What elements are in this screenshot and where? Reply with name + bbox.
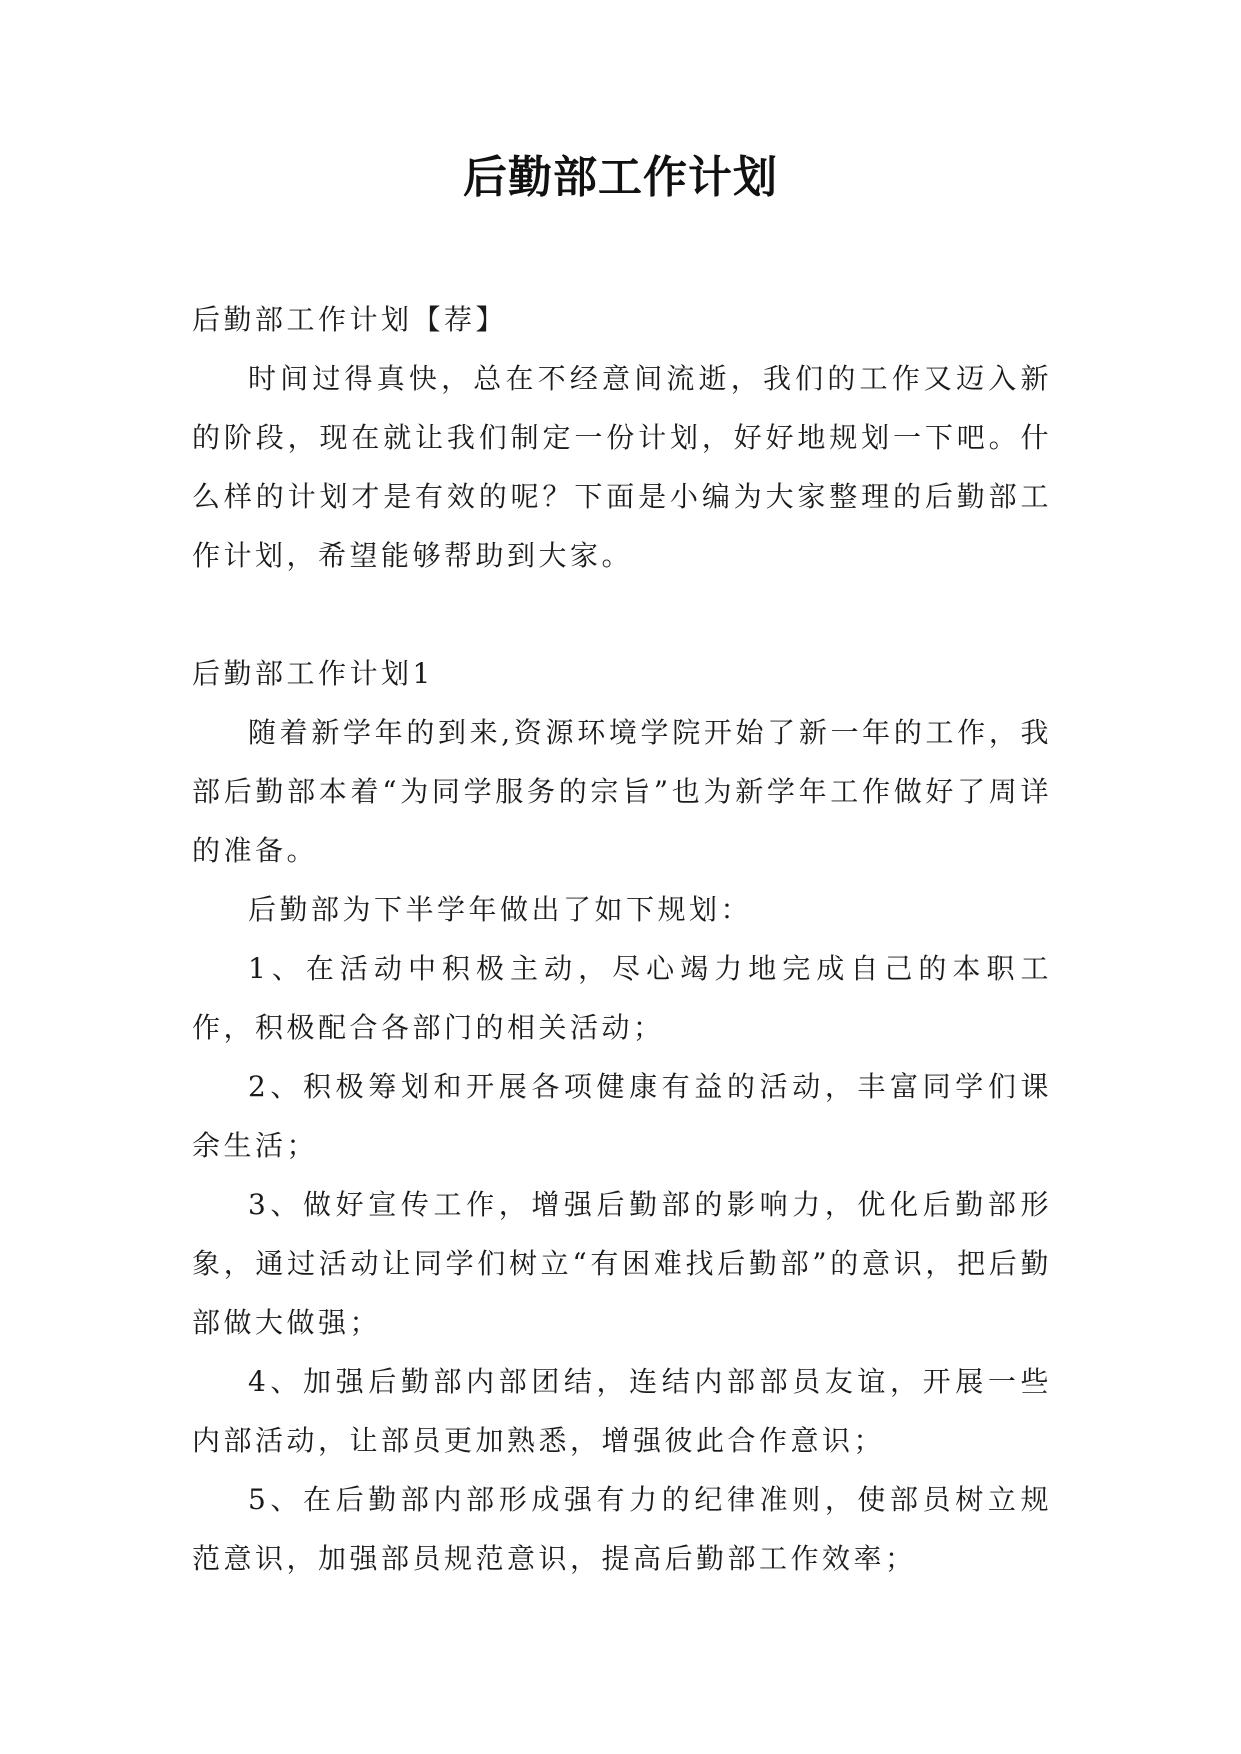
paragraph-spacer <box>192 585 1052 644</box>
document-title: 后勤部工作计划 <box>463 152 778 203</box>
plan-item: 3、做好宣传工作，增强后勤部的影响力，优化后勤部形象，通过活动让同学们树立“有困难找后勤部”的意识，把后勤部做大做强； <box>192 1188 1052 1339</box>
intro-paragraph: 时间过得真快，总在不经意间流逝，我们的工作又迈入新的阶段，现在就让我们制定一份计划，好好地规划一下吧。什么样的计划才是有效的呢？下面是小编为大家整理的后勤部工作计划，希望能够帮助到大家。 <box>192 362 1052 572</box>
section-paragraph: 随着新学年的到来,资源环境学院开始了新一年的工作，我部后勤部本着“为同学服务的宗旨”也为新学年工作做好了周详的准备。 <box>192 716 1052 867</box>
plan-item: 1、在活动中积极主动，尽心竭力地完成自己的本职工作，积极配合各部门的相关活动； <box>192 952 1052 1044</box>
document-subtitle: 后勤部工作计划【荐】 <box>192 303 508 336</box>
plan-item: 2、积极筹划和开展各项健康有益的活动，丰富同学们课余生活； <box>192 1070 1052 1162</box>
document-body <box>192 290 1052 1588</box>
section-heading: 后勤部工作计划1 <box>192 657 434 690</box>
plan-item: 5、在后勤部内部形成强有力的纪律准则，使部员树立规范意识，加强部员规范意识，提高后勤部工作效率； <box>192 1483 1052 1575</box>
plan-lead-paragraph: 后勤部为下半学年做出了如下规划： <box>248 893 753 926</box>
plan-item: 4、加强后勤部内部团结，连结内部部员友谊，开展一些内部活动，让部员更加熟悉，增强彼此合作意识； <box>192 1365 1052 1457</box>
